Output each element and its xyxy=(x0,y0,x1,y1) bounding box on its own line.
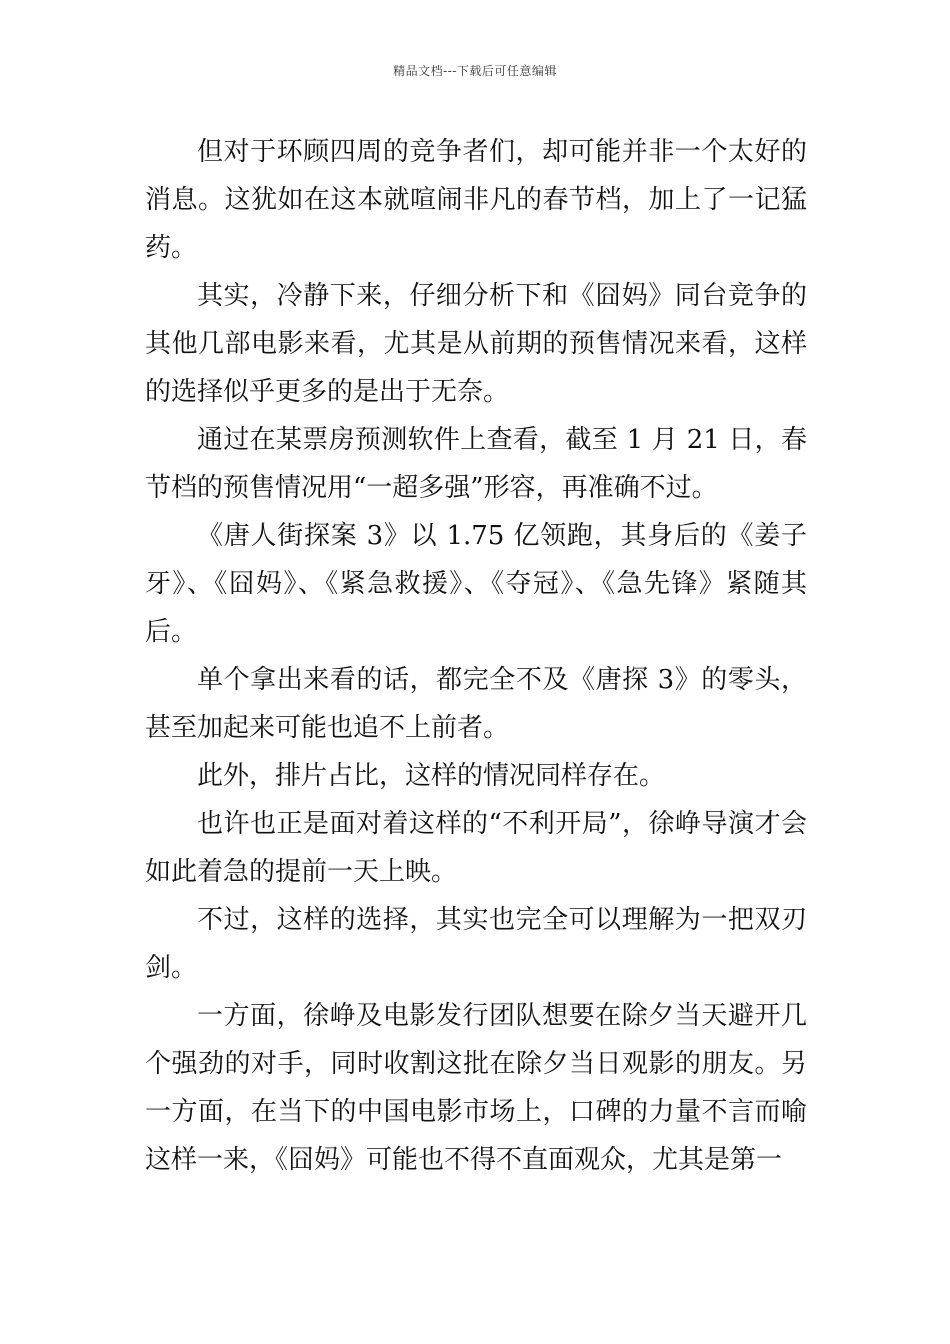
paragraph-8: 不过，这样的选择，其实也完全可以理解为一把双刃剑。 xyxy=(145,905,807,983)
paragraph-7: 也许也正是面对着这样的“不利开局”，徐峥导演才会如此着急的提前一天上映。 xyxy=(145,809,807,887)
paragraph-9: 一方面，徐峥及电影发行团队想要在除夕当天避开几个强劲的对手，同时收割这批在除夕当日观影的朋友。另一方面，在当下的中国电影市场上，口碑的力量不言而喻这样一来，《囧妈》可能也不得不直面观众，尤其是第一 xyxy=(145,1001,807,1175)
paragraph-6: 此外，排片占比，这样的情况同样存在。 xyxy=(197,761,666,791)
document-body xyxy=(145,128,807,1184)
paragraph-1: 但对于环顾四周的竞争者们，却可能并非一个太好的消息。这犹如在这本就喧闹非凡的春节档，加上了一记猛药。 xyxy=(145,137,807,263)
paragraph-3: 通过在某票房预测软件上查看，截至 1 月 21 日，春节档的预售情况用“一超多强”形容，再准确不过。 xyxy=(145,425,807,503)
paragraph-2: 其实，冷静下来，仔细分析下和《囧妈》同台竞争的其他几部电影来看，尤其是从前期的预售情况来看，这样的选择似乎更多的是出于无奈。 xyxy=(145,281,807,407)
paragraph-5: 单个拿出来看的话，都完全不及《唐探 3》的零头，甚至加起来可能也追不上前者。 xyxy=(145,665,807,743)
paragraph-4: 《唐人街探案 3》以 1.75 亿领跑，其身后的《姜子牙》、《囧妈》、《紧急救援》、《夺冠》、《急先锋》紧随其后。 xyxy=(145,521,807,647)
page-header: 精品文档---下载后可任意编辑 xyxy=(393,64,557,78)
